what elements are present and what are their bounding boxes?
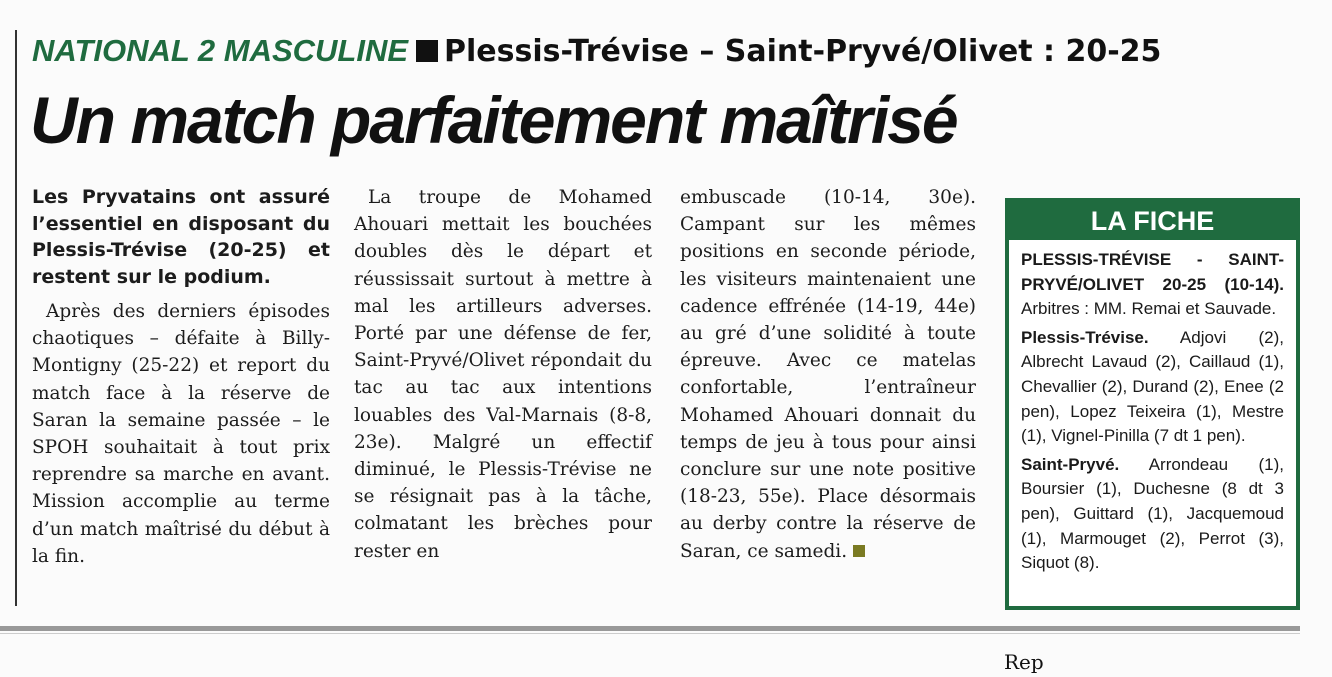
- end-of-article-square-icon: [853, 545, 865, 557]
- section-label: NATIONAL 2 MASCULINE: [32, 33, 409, 68]
- author-signature: Rep: [1004, 650, 1044, 674]
- article-column-1: [32, 184, 330, 570]
- left-column-rule: [15, 30, 17, 606]
- article-paragraph-2-part-a: La troupe de Mohamed Ahouari mettait les bouchées doubles dès le départ et réussissait surtout à mettre à mal les artilleurs adverses. Porté par une défense de fer, Saint-Pryvé/Olivet répondait du tac au tac aux intentions louables des Val-Marnais (8-8, 23e). Malgré un effectif diminué, le Plessis-Trévise ne se résignait pas à la tâche, colmatant les brèches pour rester en: [354, 187, 652, 562]
- match-summary: [1021, 248, 1284, 322]
- article-paragraph-2-part-b: embuscade (10-14, 30e). Campant sur les mêmes positions en seconde période, les visiteurs maintenaient une cadence effrénée (14-19, 44e) au gré d’une solidité à toute épreuve. Avec ce matelas confortable, l’entraîneur Mohamed Ahouari donnait du temps de jeu à tous pour ainsi conclure sur une note positive (18-23, 55e). Place désormais au derby contre la réserve de Saran, ce samedi.: [680, 187, 976, 562]
- match-score-line: Plessis-Trévise – Saint-Pryvé/Olivet : 20-25: [444, 34, 1162, 69]
- separator-square-icon: [416, 40, 438, 62]
- match-referees: Arbitres : MM. Remai et Sauvade.: [1021, 299, 1277, 319]
- bottom-rule-thin: [0, 633, 1300, 634]
- team1-players: Adjovi (2), Albrecht Lavaud (2), Caillaud (1), Chevallier (2), Durand (2), Enee (2 pen), Lopez Teixeira (1), Mestre (1), Vignel-Pinilla (7 dt 1 pen).: [1021, 327, 1284, 446]
- bottom-rule: [0, 626, 1300, 631]
- team2-scorers: [1021, 453, 1284, 576]
- match-summary-teams: PLESSIS-TRÉVISE - SAINT-PRYVÉ/OLIVET 20-25 (10-14).: [1021, 250, 1284, 294]
- article-paragraph-1: Après des derniers épisodes chaotiques – défaite à Billy-Montigny (25-22) et report du match face à la réserve de Saran la semaine passée – le SPOH souhaitait à tout prix reprendre sa marche en avant. Mission accomplie au terme d’un match maîtrisé du début à la fin.: [32, 301, 330, 567]
- info-box-body: [1009, 240, 1296, 576]
- info-box-title: LA FICHE: [1009, 202, 1296, 240]
- match-info-box: [1005, 198, 1300, 610]
- team2-players: Arrondeau (1), Boursier (1), Duchesne (8 dt 3 pen), Guittard (1), Jacquemoud (1), Marmouget (2), Perrot (3), Siquot (8).: [1021, 454, 1284, 573]
- team2-name: Saint-Pryvé.: [1021, 454, 1120, 474]
- article-rubric: [32, 30, 1322, 73]
- article-lead: Les Pryvatains ont assuré l’essentiel en disposant du Plessis-Trévise (20-25) et restent sur le podium.: [32, 186, 330, 288]
- team1-scorers: [1021, 326, 1284, 449]
- team1-name: Plessis-Trévise.: [1021, 327, 1149, 347]
- article-column-3: [680, 184, 976, 565]
- article-headline: Un match parfaitement maîtrisé: [30, 83, 957, 157]
- article-column-2: [354, 184, 652, 565]
